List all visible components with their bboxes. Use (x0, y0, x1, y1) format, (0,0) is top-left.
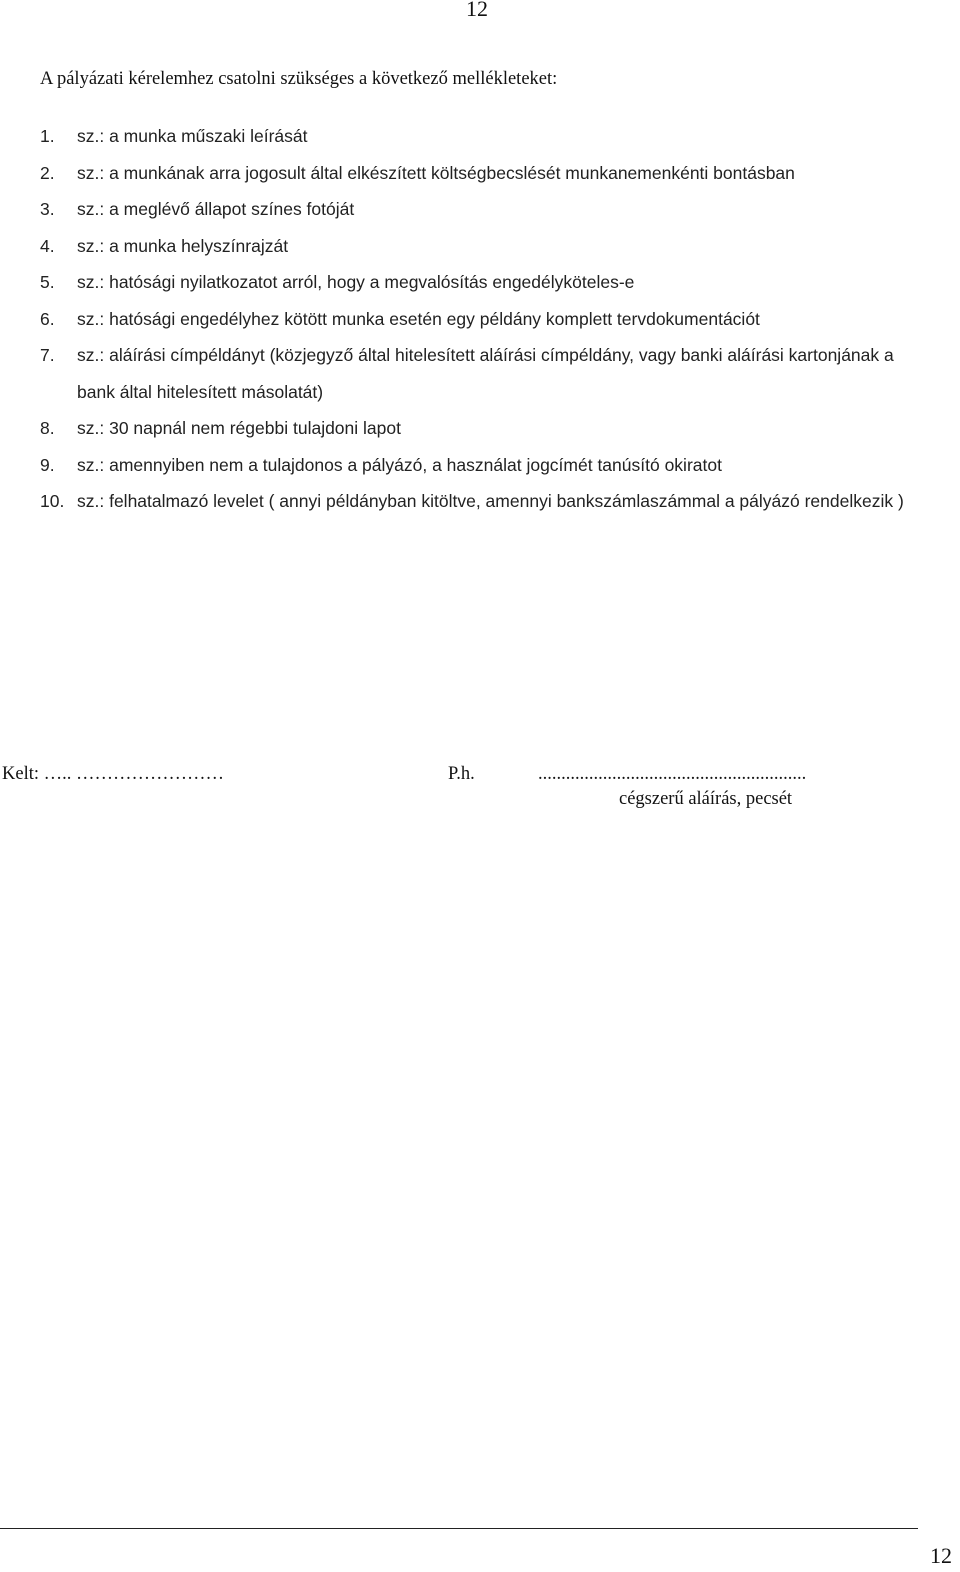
item-number: 8. (40, 418, 55, 438)
item-number: 1. (40, 126, 55, 146)
list-item (40, 118, 920, 155)
signature-caption: cégszerű aláírás, pecsét (619, 789, 793, 809)
list-item (40, 155, 920, 192)
date-field: Kelt: ….. …………………… (2, 764, 224, 784)
item-number: 6. (40, 308, 55, 329)
item-text: sz.: aláírási címpéldányt (közjegyző által hitelesített aláírási címpéldány, vagy banki aláírási kartonjának a bank által hitelesített másolatát) (77, 345, 894, 402)
intro-text: A pályázati kérelemhez csatolni szükséges a következő mellékleteket: (40, 69, 558, 89)
item-text: sz.: hatósági engedélyhez kötött munka esetén egy példány komplett tervdokumentációt (77, 308, 760, 329)
list-item (40, 264, 920, 301)
item-text: sz.: a munka helyszínrajzát (77, 235, 289, 256)
list-item (40, 337, 920, 410)
item-number: 9. (40, 454, 55, 475)
attachments-list (40, 118, 920, 520)
page-number-top: 12 (466, 0, 488, 21)
item-text: sz.: a meglévő állapot színes fotóját (77, 199, 355, 219)
footer-divider (0, 1528, 918, 1529)
item-number: 10. (40, 491, 65, 511)
item-number: 4. (40, 235, 55, 256)
stamp-placeholder: P.h. (448, 764, 475, 784)
list-item (40, 483, 920, 520)
item-text: sz.: hatósági nyilatkozatot arról, hogy a megvalósítás engedélyköteles-e (77, 272, 635, 292)
item-text: sz.: amennyiben nem a tulajdonos a pályázó, a használat jogcímét tanúsító okiratot (77, 454, 722, 475)
signature-line: .......................................................... (538, 764, 807, 784)
list-item (40, 410, 920, 447)
item-number: 5. (40, 272, 55, 292)
list-item (40, 191, 920, 228)
item-number: 2. (40, 162, 55, 183)
item-text: sz.: 30 napnál nem régebbi tulajdoni lapot (77, 418, 401, 438)
item-text: sz.: a munka műszaki leírását (77, 126, 308, 146)
item-number: 7. (40, 345, 55, 365)
item-text: sz.: a munkának arra jogosult által elkészített költségbecslését munkanemenkénti bontásban (77, 162, 795, 183)
page-number-bottom: 12 (930, 1543, 952, 1568)
list-item (40, 447, 920, 484)
list-item (40, 301, 920, 338)
item-number: 3. (40, 199, 55, 219)
item-text: sz.: felhatalmazó levelet ( annyi példányban kitöltve, amennyi bankszámlaszámmal a pályázó rendelkezik ) (77, 491, 904, 511)
list-item (40, 228, 920, 265)
